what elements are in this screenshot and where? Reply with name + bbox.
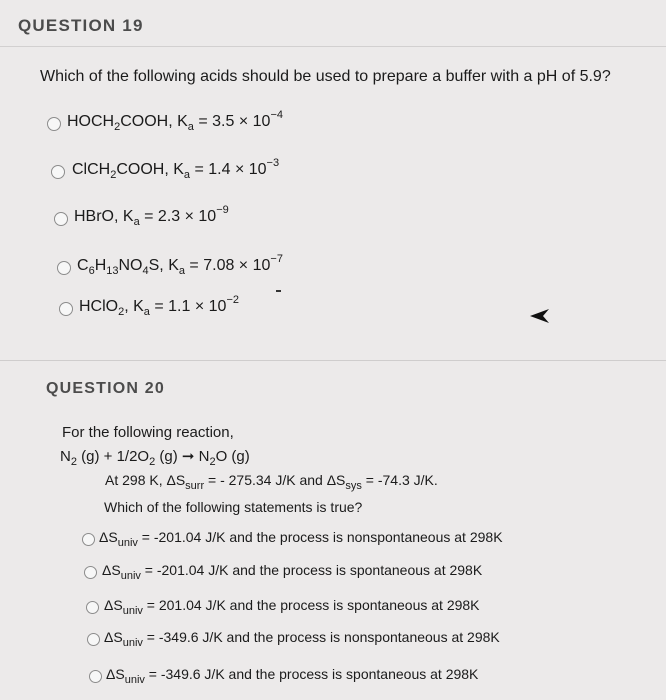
option-label: HClO$_2$, $K_a = 1.1 \times 10^{-2}$ [79, 294, 239, 318]
radio-button[interactable] [84, 566, 97, 579]
option-label: $\Delta S_{univ} = -349.6$ J/K and the process is spontaneous at 298K [106, 666, 479, 686]
option-label: $HOCH_2COOH$, $K_a = 3.5 \times 10^{-4}$ [67, 109, 283, 133]
option-label: $C_6H_{13}NO_4S$, $K_a = 7.08 \times 10^{-7}$ [77, 253, 283, 277]
option-label: $\Delta S_{univ} = -201.04$ J/K and the process is nonspontaneous at 298K [99, 529, 503, 549]
radio-button[interactable] [47, 117, 61, 131]
section-divider [0, 360, 666, 361]
radio-button[interactable] [89, 670, 102, 683]
radio-button[interactable] [54, 212, 68, 226]
given-entropy-values: At 298 K, $\Delta S_{surr}$ = - 275.34 J/K and $\Delta S_{sys} = -74.3$ J/K. [105, 472, 438, 492]
radio-button[interactable] [82, 533, 95, 546]
option-label: $\Delta S_{univ} = -201.04$ J/K and the process is spontaneous at 298K [102, 562, 483, 582]
radio-button[interactable] [57, 261, 71, 275]
option-label: HBrO, $K_a = 2.3 \times 10^{-9}$ [74, 204, 229, 228]
radio-button[interactable] [87, 633, 100, 646]
question-19-header: QUESTION 19 [18, 16, 144, 35]
radio-button[interactable] [86, 601, 99, 614]
header-divider [0, 46, 666, 47]
question-19-prompt: Which of the following acids should be used to prepare a buffer with a pH of 5.9? [40, 68, 611, 85]
option-label: ClCH$_2$COOH, $K_a = 1.4 \times 10^{-3}$ [72, 157, 280, 181]
radio-button[interactable] [59, 302, 73, 316]
mouse-cursor-icon [529, 308, 551, 324]
option-label: $\Delta S_{univ} = -349.6$ J/K and the process is nonspontaneous at 298K [104, 629, 500, 649]
radio-button[interactable] [51, 165, 65, 179]
stray-mark [276, 290, 281, 292]
question-20-header: QUESTION 20 [46, 380, 166, 397]
question-20-ask: Which of the following statements is true? [104, 499, 363, 515]
option-label: $\Delta S_{univ} = 201.04$ J/K and the process is spontaneous at 298K [104, 597, 480, 617]
reaction-equation: $N_2$ $(g) + 1/2O_2$ (g) ➞ $N_2O$ (g) [60, 448, 250, 468]
question-20-intro: For the following reaction, [62, 424, 234, 441]
